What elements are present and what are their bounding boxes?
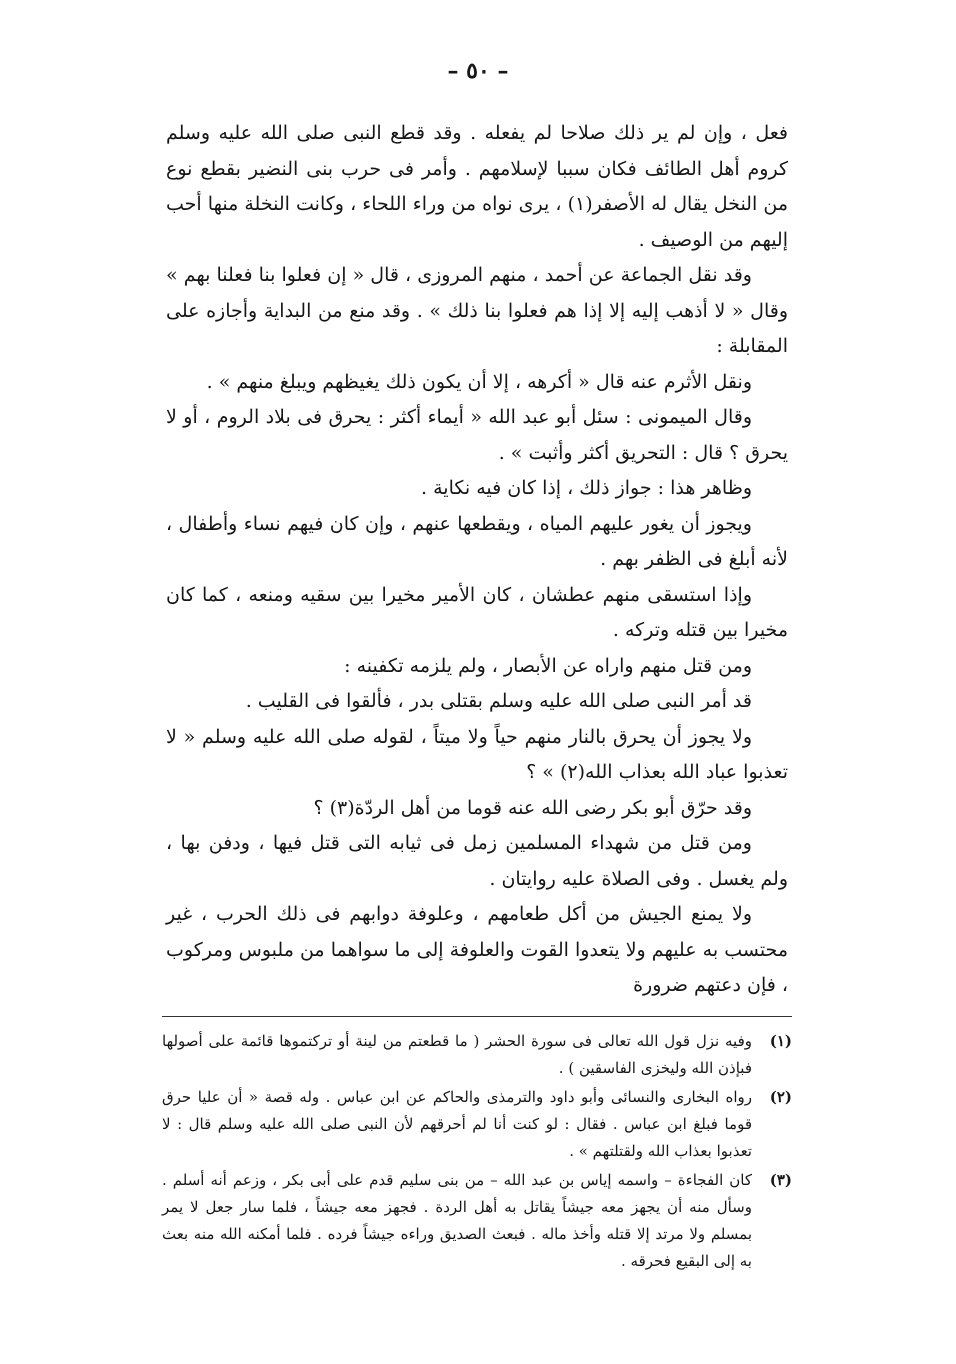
footnote-divider	[162, 1016, 792, 1017]
page-number: – ٥٠ –	[447, 58, 509, 84]
footnote	[162, 1084, 792, 1165]
footnote-number: (٣)	[769, 1171, 792, 1189]
paragraph: فعل ، وإن لم ير ذلك صلاحا لم يفعله . وقد قطع النبى صلى الله عليه وسلم كروم أهل الطائف فكان سببا لإسلامهم . وأمر فى حرب بنى النضير بقطع نوع من النخل يقال له الأصفر(١) ، يرى نواه من وراء اللحاء ، وكانت النخلة منها أحب إليهم من الوصيف .	[166, 122, 788, 251]
paragraph: قد أمر النبى صلى الله عليه وسلم بقتلى بدر ، فألقوا فى القليب .	[245, 690, 752, 712]
footnote-text: وفيه نزل قول الله تعالى فى سورة الحشر ( ما قطعتم من لينة أو تركتموها قائمة على أصولها فبإذن الله وليخزى الفاسقين ) .	[162, 1032, 752, 1077]
paragraph: ومن قتل منهم واراه عن الأبصار ، ولم يلزمه تكفينه :	[344, 654, 752, 677]
footnote	[162, 1167, 792, 1275]
footnote-number: (٢)	[769, 1088, 792, 1106]
paragraph: وقد حرّق أبو بكر رضى الله عنه قوما من أهل الردّة(٣) ؟	[313, 796, 752, 819]
footnote-number: (١)	[769, 1032, 792, 1050]
paragraph: وقال الميمونى : سئل أبو عبد الله « أيماء أكثر : يحرق فى بلاد الروم ، أو لا يحرق ؟ قال : التحريق أكثر وأثبت » .	[166, 406, 788, 464]
footnote-text: رواه البخارى والنسائى وأبو داود والترمذى والحاكم عن ابن عباس . وله قصة « أن عليا حرق قوما فبلغ ابن عباس . فقال : لو كنت أنا لم أحرقهم لأن النبى صلى الله عليه وسلم قال : لا تعذبوا بعذاب الله ولقتلتهم » .	[162, 1088, 752, 1160]
paragraph: وإذا استسقى منهم عطشان ، كان الأمير مخيرا بين سقيه ومنعه ، كما كان مخيرا بين قتله وتركه .	[166, 583, 788, 641]
paragraph: ولا يمنع الجيش من أكل طعامهم ، وعلوفة دوابهم فى ذلك الحرب ، غير محتسب به عليهم ولا يتعدوا القوت والعلوفة إلى ما سواهما من ملبوس ومركوب ، فإن دعتهم ضرورة	[166, 903, 788, 996]
paragraph: ويجوز أن يغور عليهم المياه ، ويقطعها عنهم ، وإن كان فيهم نساء وأطفال ، لأنه أبلغ فى الظفر بهم .	[166, 512, 788, 570]
paragraph: ومن قتل من شهداء المسلمين زمل فى ثيابه التى قتل فيها ، ودفن بها ، ولم يغسل . وفى الصلاة عليه روايتان .	[166, 832, 788, 890]
paragraph: ونقل الأثرم عنه قال « أكرهه ، إلا أن يكون ذلك يغيظهم ويبلغ منهم » .	[206, 370, 752, 393]
paragraph: وظاهر هذا : جواز ذلك ، إذا كان فيه نكاية .	[421, 477, 752, 499]
paragraph: وقد نقل الجماعة عن أحمد ، منهم المروزى ، قال « إن فعلوا بنا فعلنا بهم » وقال « لا أذهب إليه إلا إذا هم فعلوا بنا ذلك » . وقد منع من البداية وأجازه على المقابلة :	[166, 264, 788, 357]
main-text	[166, 116, 788, 1004]
footnote-text: كان الفجاءة – واسمه إياس بن عبد الله – من بنى سليم قدم على أبى بكر ، وزعم أنه أسلم . وسأل منه أن يجهز معه جيشاً يقاتل به أهل الردة . فجهز معه جيشاً ، فلما سار جعل لا يمر بمسلم ولا مرتد إلا قتله وأخذ ماله . فبعث الصديق وراءه جيشاً فرده . فلما أمكنه الله منه بعث به إلى البقيع فحرقه .	[162, 1171, 752, 1270]
footnote	[162, 1028, 792, 1082]
paragraph: ولا يجوز أن يحرق بالنار منهم حياً ولا ميتاً ، لقوله صلى الله عليه وسلم « لا تعذبوا عباد الله بعذاب الله(٢) » ؟	[166, 725, 788, 783]
footnotes	[162, 1028, 792, 1277]
